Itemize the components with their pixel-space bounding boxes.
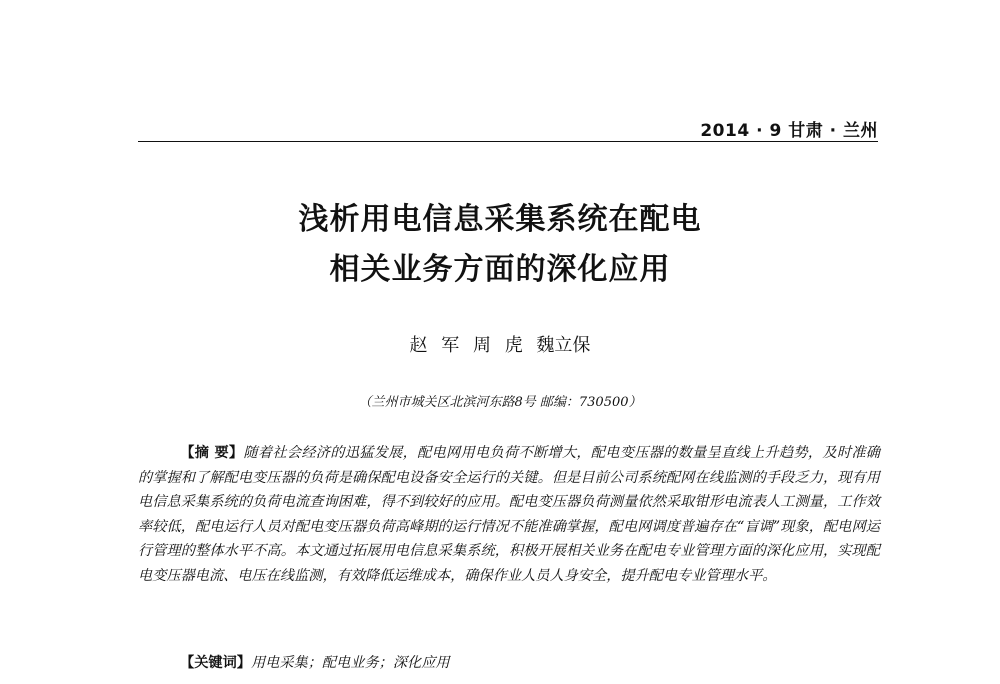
abstract-text: 随着社会经济的迅猛发展，配电网用电负荷不断增大，配电变压器的数量呈直线上升趋势，及时准确的掌握和了解配电变压器的负荷是确保配电设备安全运行的关键。但是目前公司系统配网在线监测的手段乏力，现有用电信息采集系统的负荷电流查询困难，得不到较好的应用。配电变压器负荷测量依然采取钳形电流表人工测量，工作效率较低，配电运行人员对配电变压器负荷高峰期的运行情况不能准确掌握，配电网调度普遍存在“盲调”现象，配电网运行管理的整体水平不高。本文通过拓展用电信息采集系统，积极开展相关业务在配电专业管理方面的深化应用，实现配电变压器电流、电压在线监测，有效降低运维成本，确保作业人员人身安全，提升配电专业管理水平。 [138, 445, 880, 584]
keywords [180, 651, 450, 675]
abstract [138, 441, 880, 589]
issue-location: 2014 · 9 甘肃 · 兰州 [700, 121, 878, 141]
header-rule [138, 141, 878, 142]
keywords-label: 【关键词】 [180, 655, 251, 671]
title-line-1: 浅析用电信息采集系统在配电 [298, 202, 702, 237]
keywords-text: 用电采集；配电业务；深化应用 [250, 655, 450, 671]
journal-header [138, 112, 878, 142]
title-line-2: 相关业务方面的深化应用 [329, 252, 671, 287]
paper-title [0, 195, 1000, 295]
affiliation: （兰州市城关区北滨河东路8号 邮编：730500） [358, 395, 642, 410]
abstract-label: 【摘 要】 [180, 445, 244, 461]
authors: 赵 军 周 虎 魏立保 [409, 335, 591, 356]
